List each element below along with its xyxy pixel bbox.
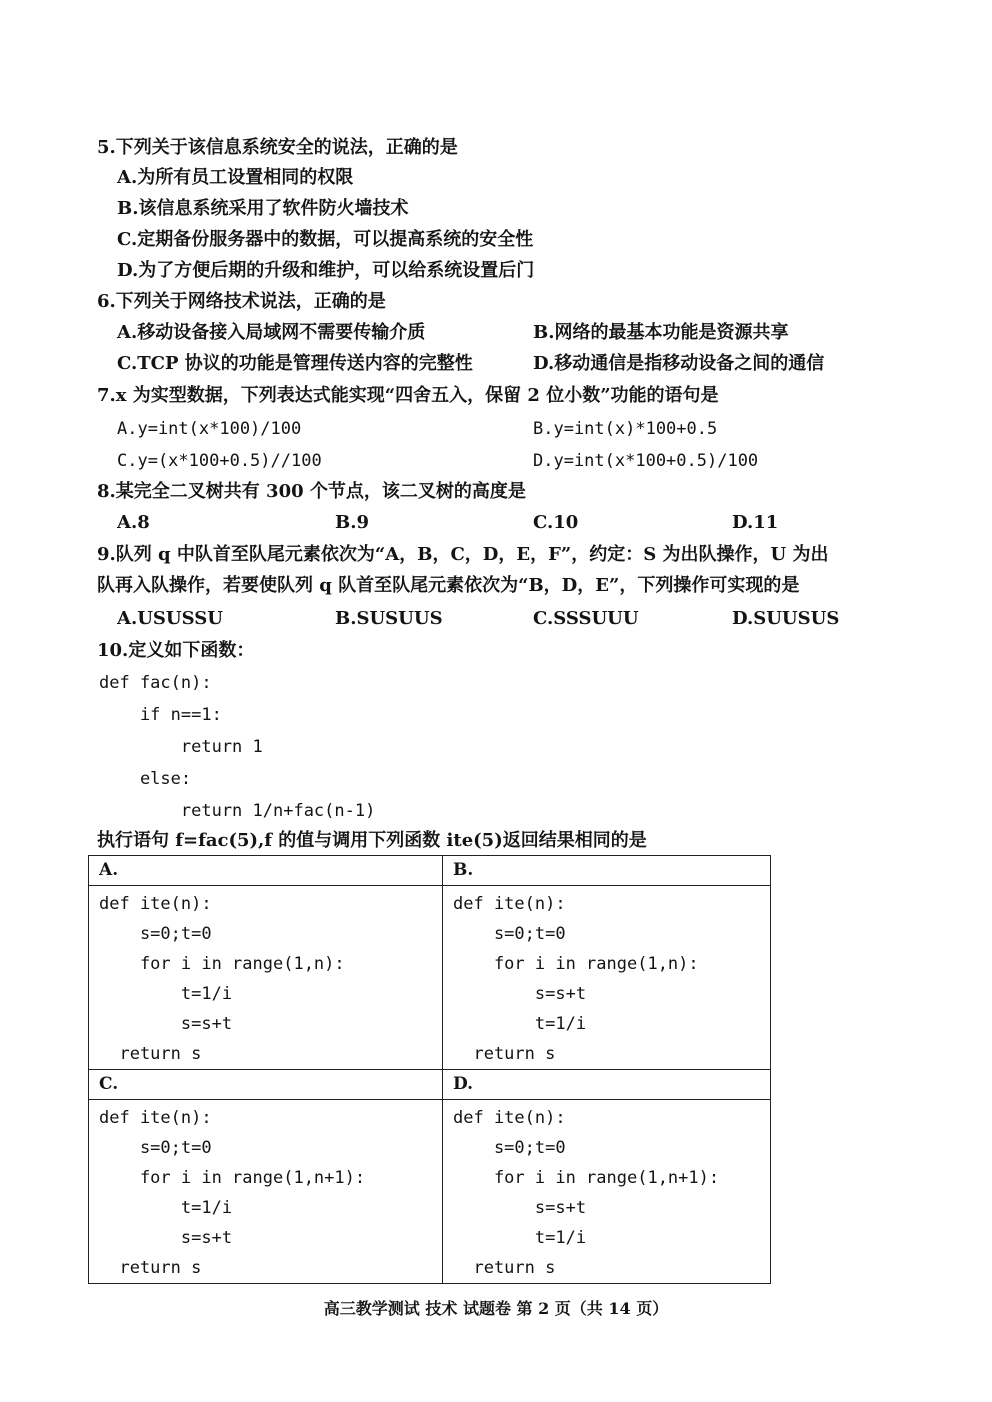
q9-stem-line2: 队再入队操作，若要使队列 q 队首至队尾元素依次为“B，D，E”，下列操作可实现的是 xyxy=(97,575,800,596)
code-line: return s xyxy=(99,1258,202,1278)
q10-code-line: def fac(n): xyxy=(99,673,212,693)
q5-option-a: A.为所有员工设置相同的权限 xyxy=(117,167,354,188)
q8-option-d: D.11 xyxy=(732,512,779,533)
q7-option-a: A.y=int(x*100)/100 xyxy=(117,419,302,439)
code-line: for i in range(1,n+1): xyxy=(453,1168,720,1188)
code-line: s=0;t=0 xyxy=(453,924,566,944)
code-line: s=0;t=0 xyxy=(453,1138,566,1158)
code-line: for i in range(1,n): xyxy=(453,954,699,974)
page-footer: 高三教学测试 技术 试题卷 第 2 页（共 14 页） xyxy=(323,1299,669,1318)
code-line: return s xyxy=(453,1044,556,1064)
q5-stem: 5.下列关于该信息系统安全的说法，正确的是 xyxy=(97,137,458,158)
q10-code-line: return 1 xyxy=(99,737,263,757)
q8-option-b: B.9 xyxy=(335,512,370,533)
code-line: s=s+t xyxy=(453,984,587,1004)
code-line: t=1/i xyxy=(99,984,233,1004)
q5-option-d: D.为了方便后期的升级和维护，可以给系统设置后门 xyxy=(117,260,535,281)
q5-option-c: C.定期备份服务器中的数据，可以提高系统的安全性 xyxy=(117,229,534,250)
code-line: return s xyxy=(99,1044,202,1064)
q7-option-b: B.y=int(x)*100+0.5 xyxy=(533,419,718,439)
code-line: t=1/i xyxy=(453,1228,587,1248)
code-line: s=s+t xyxy=(453,1198,587,1218)
q7-option-c: C.y=(x*100+0.5)//100 xyxy=(117,451,322,471)
q10-code-line: else: xyxy=(99,769,192,789)
option-d-code xyxy=(443,1100,771,1284)
option-a-code xyxy=(89,886,443,1070)
code-line: for i in range(1,n): xyxy=(99,954,345,974)
option-b-label: B. xyxy=(443,856,771,886)
q7-stem: 7.x 为实型数据，下列表达式能实现“四舍五入，保留 2 位小数”功能的语句是 xyxy=(97,385,719,406)
q10-code-line: return 1/n+fac(n-1) xyxy=(99,801,376,821)
code-line: return s xyxy=(453,1258,556,1278)
option-d-label: D. xyxy=(443,1070,771,1100)
option-a-label: A. xyxy=(89,856,443,886)
code-line: def ite(n): xyxy=(453,1108,566,1128)
q6-option-d: D.移动通信是指移动设备之间的通信 xyxy=(533,353,825,374)
q5-option-b: B.该信息系统采用了软件防火墙技术 xyxy=(117,198,409,219)
q9-option-d: D.SUUSUS xyxy=(732,608,840,629)
code-line: for i in range(1,n+1): xyxy=(99,1168,366,1188)
option-c-code xyxy=(89,1100,443,1284)
q7-option-d: D.y=int(x*100+0.5)/100 xyxy=(533,451,759,471)
q10-code-line: if n==1: xyxy=(99,705,222,725)
q10-stem: 10.定义如下函数： xyxy=(97,640,255,661)
q9-option-c: C.SSSUUU xyxy=(533,608,639,629)
code-line: s=s+t xyxy=(99,1228,233,1248)
code-line: s=0;t=0 xyxy=(99,1138,212,1158)
q10-options-table xyxy=(88,855,771,1284)
q6-option-a: A.移动设备接入局域网不需要传输介质 xyxy=(117,322,426,343)
q9-option-a: A.USUSSU xyxy=(117,608,223,629)
q9-option-b: B.SUSUUS xyxy=(335,608,443,629)
q6-option-c: C.TCP 协议的功能是管理传送内容的完整性 xyxy=(117,353,473,374)
q8-option-a: A.8 xyxy=(117,512,150,533)
q8-stem: 8.某完全二叉树共有 300 个节点，该二叉树的高度是 xyxy=(97,481,526,502)
q6-stem: 6.下列关于网络技术说法，正确的是 xyxy=(97,291,386,312)
q10-prompt: 执行语句 f=fac(5),f 的值与调用下列函数 ite(5)返回结果相同的是 xyxy=(97,830,647,851)
code-line: def ite(n): xyxy=(99,1108,212,1128)
q6-option-b: B.网络的最基本功能是资源共享 xyxy=(533,322,789,343)
code-line: def ite(n): xyxy=(453,894,566,914)
code-line: def ite(n): xyxy=(99,894,212,914)
option-c-label: C. xyxy=(89,1070,443,1100)
option-b-code xyxy=(443,886,771,1070)
q8-option-c: C.10 xyxy=(533,512,579,533)
code-line: s=s+t xyxy=(99,1014,233,1034)
q9-stem-line1: 9.队列 q 中队首至队尾元素依次为“A，B，C，D，E，F”，约定：S 为出队操作，U 为出 xyxy=(97,544,829,565)
code-line: t=1/i xyxy=(99,1198,233,1218)
code-line: s=0;t=0 xyxy=(99,924,212,944)
code-line: t=1/i xyxy=(453,1014,587,1034)
